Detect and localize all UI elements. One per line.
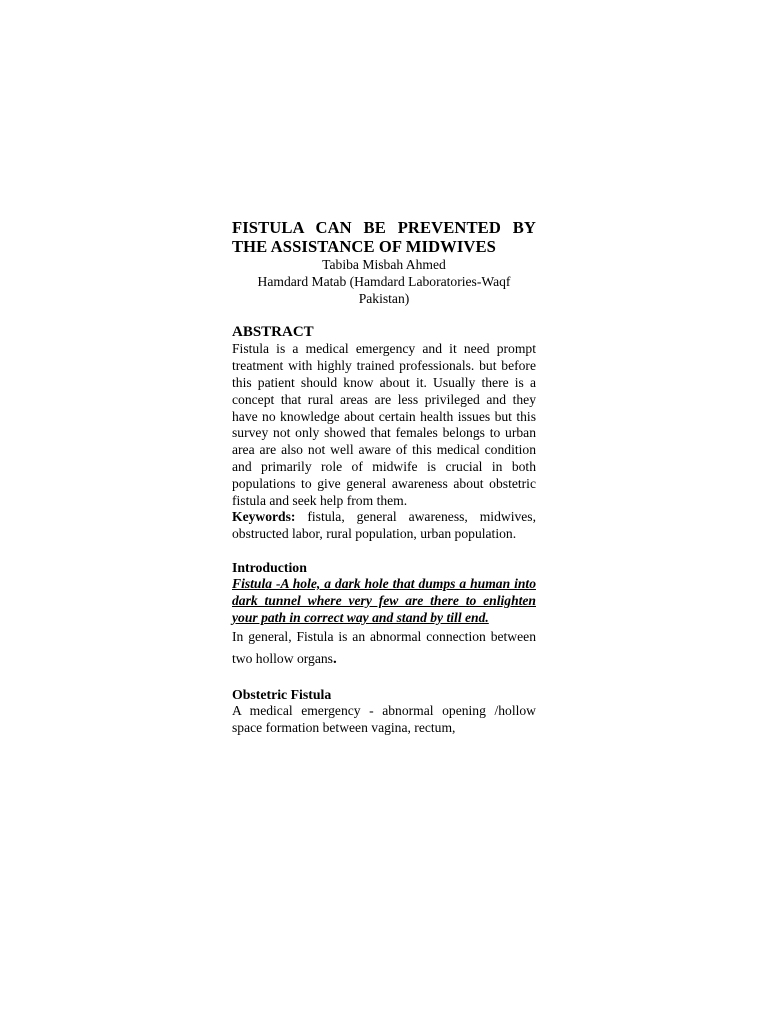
obstetric-fistula-heading: Obstetric Fistula	[232, 687, 332, 703]
abstract-heading: ABSTRACT	[232, 324, 314, 341]
keywords-label: Keywords:	[232, 509, 296, 525]
affiliation-line-1: Hamdard Matab (Hamdard Laboratories-Waqf	[257, 273, 511, 289]
introduction-text: In general, Fistula is an abnormal connection between two hollow organs	[232, 629, 536, 667]
abstract-text: Fistula is a medical emergency and it need prompt treatment with highly trained professionals. but before this patient should know about it. Usually there is a concept that rural areas are less privileged and they have no knowledge about certain health issues but this survey not only showed that females belongs to urban area are also not well aware of this medical condition and primarily role of midwife is crucial in both populations to give general awareness about obstetric fistula and seek help from them.	[232, 341, 536, 508]
abstract-section	[232, 323, 536, 543]
introduction-section	[232, 559, 536, 670]
introduction-text-paragraph	[232, 626, 536, 670]
author-name: Tabiba Misbah Ahmed	[322, 257, 446, 272]
paper-column	[232, 218, 536, 737]
title-line-2: THE ASSISTANCE OF MIDWIVES	[232, 237, 497, 256]
introduction-quote: Fistula -A hole, a dark hole that dumps a human into dark tunnel where very few are there to enlighten your path in correct way and stand by till end.	[232, 575, 536, 625]
obstetric-fistula-section	[232, 686, 536, 737]
introduction-heading: Introduction	[232, 559, 307, 575]
paper-title	[232, 218, 536, 256]
keywords-paragraph	[232, 509, 536, 543]
keywords-text: fistula, general awareness, midwives, obstructed labor, rural population, urban population.	[232, 509, 536, 542]
title-line-1: FISTULA CAN BE PREVENTED BY	[232, 218, 536, 237]
obstetric-fistula-text: A medical emergency - abnormal opening /hollow space formation between vagina, rectum,	[232, 703, 536, 736]
introduction-text-end: .	[332, 651, 337, 668]
affiliation-line-2: Pakistan)	[358, 290, 410, 306]
